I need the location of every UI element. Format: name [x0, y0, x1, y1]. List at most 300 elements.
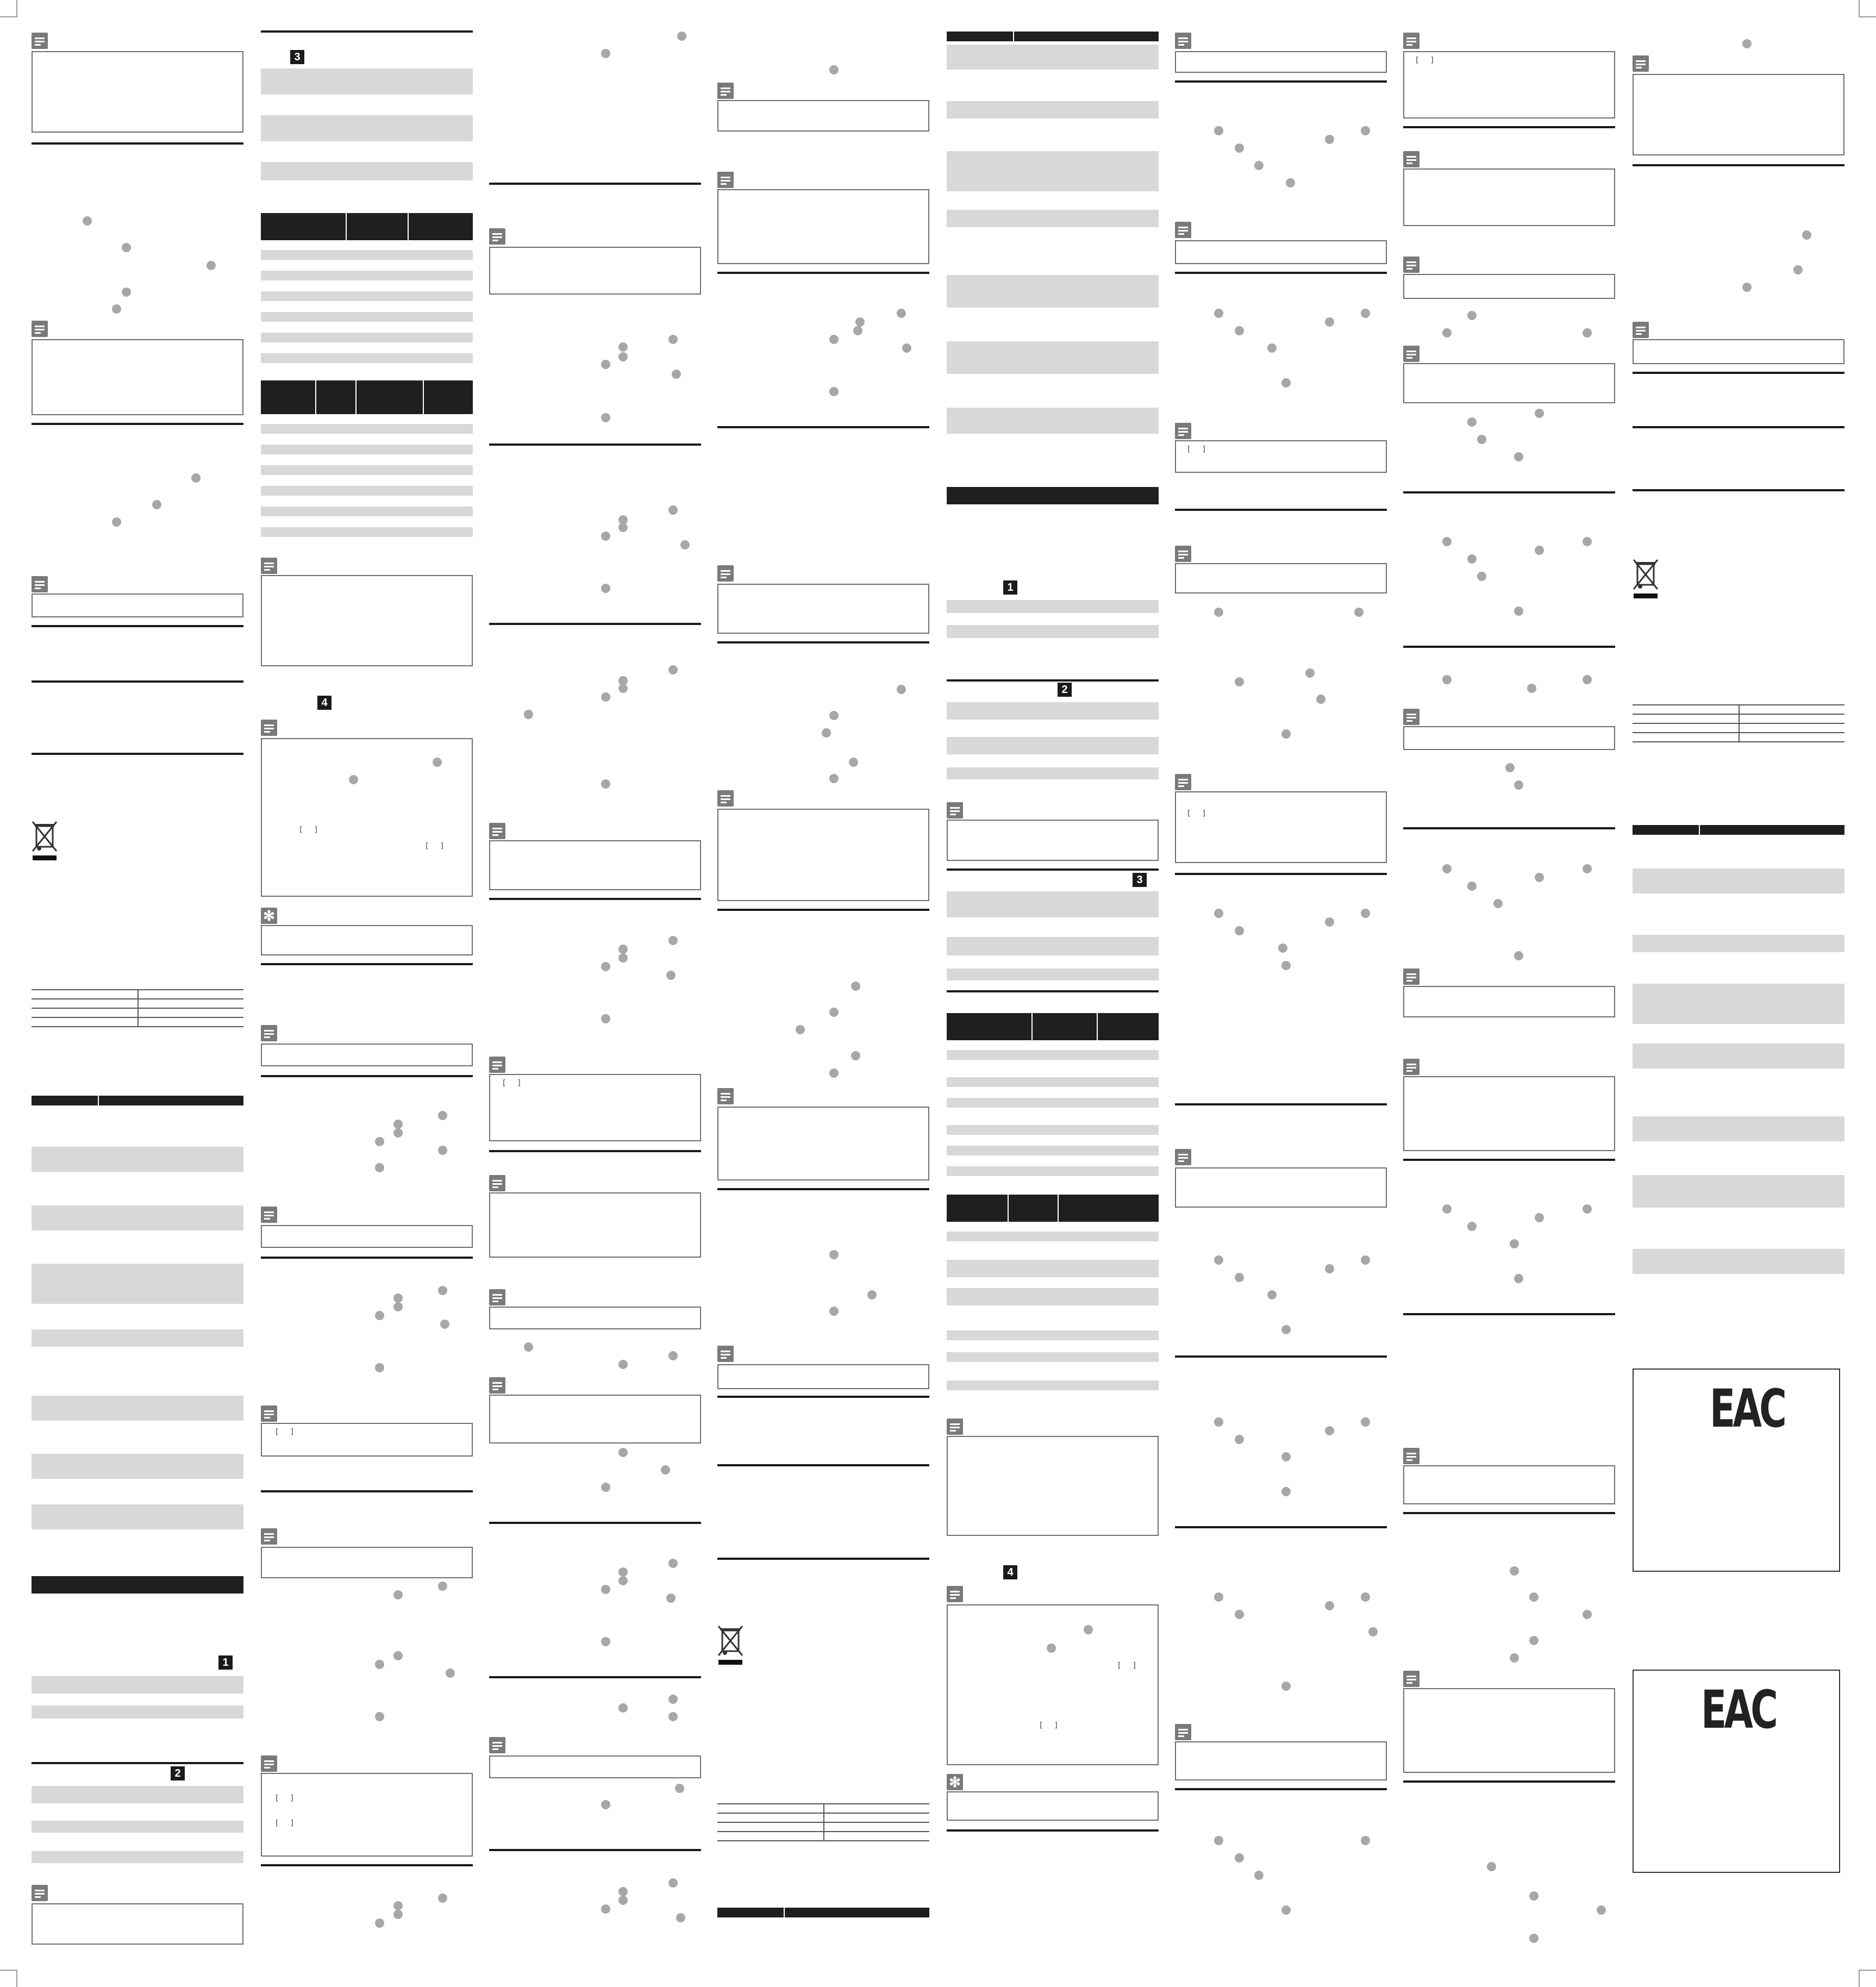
- note-box: [1633, 74, 1844, 155]
- bullet: [438, 1286, 447, 1295]
- bullet: [122, 243, 131, 252]
- bullet: [1442, 537, 1452, 546]
- note-icon: [947, 1586, 963, 1602]
- column-2: [261, 0, 473, 1987]
- bullet: [1361, 1255, 1370, 1265]
- bullet: [601, 1637, 610, 1646]
- bullet: [1467, 554, 1477, 564]
- bullet: [680, 540, 690, 549]
- bullet: [1084, 1625, 1093, 1634]
- table-shaded-row: [947, 1232, 1159, 1241]
- shaded-row: [32, 1821, 243, 1833]
- crop-mark-top-right: [1859, 0, 1876, 17]
- column-8: [1633, 0, 1844, 1987]
- button-symbol: [501, 1078, 523, 1088]
- note-icon: [1403, 968, 1419, 985]
- note-icon: [1403, 257, 1419, 273]
- bullet: [1514, 607, 1523, 616]
- note-box: [261, 1773, 473, 1857]
- note-box: [1403, 363, 1615, 403]
- section-rule: [947, 990, 1159, 992]
- section-rule: [1175, 80, 1387, 83]
- table-shaded-row: [1633, 1249, 1844, 1274]
- bullet: [1529, 1592, 1539, 1602]
- spec-table: [717, 1803, 929, 1841]
- bullet: [1214, 309, 1223, 318]
- note-box: [32, 1903, 243, 1945]
- bullet: [152, 500, 161, 509]
- table-shaded-row: [32, 1147, 243, 1172]
- note-box: [1403, 1688, 1615, 1773]
- eac-certificate-box: [1633, 1670, 1840, 1873]
- note-icon: [947, 1419, 963, 1435]
- note-box: [489, 1192, 701, 1258]
- bullet: [677, 32, 686, 41]
- button-symbol: [298, 825, 320, 835]
- table-shaded-row: [947, 1166, 1159, 1176]
- note-box: [1175, 563, 1387, 593]
- note-box: [947, 1604, 1159, 1765]
- shaded-row: [947, 891, 1159, 917]
- bullet: [1281, 1325, 1291, 1334]
- table-shaded-row: [261, 486, 473, 496]
- table-shaded-row: [261, 507, 473, 516]
- section-rule: [947, 679, 1159, 682]
- bullet: [1281, 729, 1291, 739]
- section-rule: [947, 868, 1159, 871]
- weee-crossed-bin-icon: [717, 1625, 743, 1665]
- button-symbol: [1038, 1721, 1060, 1730]
- shaded-row: [947, 968, 1159, 980]
- bullet: [1493, 899, 1503, 908]
- note-icon: [489, 823, 505, 839]
- note-box: [1175, 1167, 1387, 1208]
- column-1: [32, 0, 243, 1987]
- note-icon: [489, 1377, 505, 1394]
- bullet: [1467, 1222, 1477, 1231]
- table-shaded-row: [261, 445, 473, 454]
- note-icon: [261, 558, 277, 574]
- bullet: [1281, 1682, 1291, 1691]
- table-shaded-row: [947, 45, 1159, 70]
- section-rule: [1175, 873, 1387, 875]
- bullet: [1583, 1610, 1592, 1619]
- bullet: [849, 758, 858, 767]
- bullet: [601, 1904, 610, 1914]
- note-icon: [489, 228, 505, 245]
- table-shaded-row: [947, 1380, 1159, 1390]
- step-number: 1: [1003, 580, 1017, 595]
- bullet: [112, 517, 121, 527]
- bullet: [1529, 1934, 1539, 1943]
- bullet: [601, 1585, 610, 1594]
- table-shaded-row: [261, 291, 473, 301]
- note-box: [717, 100, 929, 132]
- shaded-row: [947, 702, 1159, 720]
- shaded-row: [947, 767, 1159, 779]
- eac-mark: EAC: [1701, 1679, 1775, 1740]
- note-box: [261, 1225, 473, 1248]
- bullet: [1235, 1273, 1244, 1282]
- table-shaded-row: [947, 1077, 1159, 1087]
- bullet: [1305, 668, 1315, 678]
- bullet: [1361, 1592, 1370, 1602]
- section-rule: [261, 30, 473, 33]
- column-5: [947, 0, 1159, 1987]
- bullet: [1361, 309, 1370, 318]
- note-icon: [1175, 222, 1191, 238]
- bullet: [1361, 909, 1370, 918]
- section-rule: [1175, 1103, 1387, 1105]
- bullet: [393, 1651, 403, 1660]
- bullet: [601, 49, 610, 58]
- note-box: [489, 1395, 701, 1444]
- bullet: [855, 317, 865, 327]
- table-shaded-row: [1633, 935, 1844, 952]
- note-box: [1633, 339, 1844, 364]
- bullet: [1442, 675, 1452, 684]
- note-icon: [1175, 33, 1191, 49]
- shaded-row: [32, 1851, 243, 1863]
- note-icon: [489, 1057, 505, 1073]
- tip-box: [947, 1791, 1159, 1821]
- section-header-bar: [32, 1576, 243, 1594]
- section-rule: [1403, 491, 1615, 493]
- table-shaded-row: [947, 151, 1159, 191]
- table-header-bar: [717, 1908, 929, 1917]
- bullet: [1514, 780, 1523, 790]
- bullet: [1368, 1627, 1378, 1636]
- section-rule: [717, 1464, 929, 1466]
- note-icon: [1403, 1059, 1419, 1075]
- bullet: [1793, 265, 1803, 274]
- section-rule: [1633, 164, 1844, 166]
- bullet: [1214, 1592, 1223, 1602]
- bullet: [601, 962, 610, 971]
- bullet: [438, 1894, 447, 1903]
- bullet: [375, 1919, 384, 1928]
- bullet: [668, 1351, 678, 1360]
- bullet: [1514, 452, 1523, 461]
- note-icon: [717, 172, 734, 188]
- note-box: [1403, 986, 1615, 1017]
- bullet: [393, 1294, 403, 1303]
- column-4: [717, 0, 929, 1987]
- step-number: 3: [1133, 873, 1147, 887]
- bullet: [1597, 1905, 1606, 1915]
- bullet: [666, 971, 676, 980]
- section-rule: [261, 963, 473, 965]
- bullet: [1742, 283, 1752, 292]
- bullet: [1278, 943, 1287, 953]
- bullet: [829, 774, 839, 783]
- section-rule: [717, 1188, 929, 1190]
- section-rule: [717, 1396, 929, 1398]
- bullet: [1325, 135, 1334, 144]
- bullet: [1325, 1264, 1334, 1273]
- bullet: [112, 304, 121, 314]
- bullet: [829, 1250, 839, 1259]
- table-shaded-row: [1633, 868, 1844, 893]
- note-icon: [32, 33, 48, 49]
- bullet: [618, 1360, 628, 1369]
- bullet: [1286, 178, 1295, 188]
- bullet: [1510, 1239, 1519, 1248]
- note-icon: [717, 790, 734, 807]
- note-icon: [489, 1737, 505, 1753]
- section-rule: [1633, 489, 1844, 491]
- button-symbol: [1116, 1661, 1138, 1671]
- column-6: [1175, 0, 1387, 1987]
- bullet: [618, 684, 628, 693]
- bullet: [1527, 684, 1536, 693]
- note-box: [261, 1547, 473, 1578]
- note-icon: [1403, 1448, 1419, 1464]
- section-rule: [1175, 1788, 1387, 1790]
- bullet: [433, 758, 442, 767]
- note-box: [1175, 1741, 1387, 1780]
- shaded-row: [261, 115, 473, 141]
- shaded-row: [947, 737, 1159, 754]
- bullet: [1254, 161, 1264, 170]
- column-7: [1403, 0, 1615, 1987]
- table-shaded-row: [947, 1330, 1159, 1340]
- section-rule: [32, 625, 243, 627]
- bullet: [1583, 328, 1592, 338]
- bullet: [1281, 961, 1291, 970]
- table-header-bar: [947, 32, 1159, 41]
- step-number: 3: [290, 50, 304, 64]
- bullet: [1442, 1204, 1452, 1214]
- bullet: [1583, 537, 1592, 546]
- section-rule: [1403, 1512, 1615, 1514]
- note-icon: [489, 1289, 505, 1305]
- bullet: [675, 1784, 684, 1793]
- bullet: [618, 352, 628, 361]
- bullet: [375, 1163, 384, 1172]
- section-rule: [717, 426, 929, 428]
- shaded-row: [261, 162, 473, 180]
- bullet: [668, 936, 678, 945]
- shaded-row: [947, 937, 1159, 955]
- section-rule: [32, 423, 243, 425]
- note-icon: [717, 83, 734, 99]
- note-box: [32, 51, 243, 133]
- bullet: [618, 953, 628, 963]
- note-box: [717, 1107, 929, 1180]
- section-rule: [1175, 509, 1387, 511]
- table-shaded-row: [32, 1205, 243, 1230]
- bullet: [829, 65, 839, 74]
- bullet: [1467, 882, 1477, 891]
- bullet: [375, 1660, 384, 1669]
- note-icon: [1175, 423, 1191, 439]
- step-number: 4: [1003, 1565, 1017, 1579]
- section-rule: [489, 623, 701, 625]
- bullet: [601, 584, 610, 593]
- table-header-bar: [261, 213, 473, 240]
- note-icon: [1633, 322, 1649, 338]
- table-header-bar: [947, 1195, 1159, 1222]
- note-box: [1403, 168, 1615, 226]
- note-box: [489, 1307, 701, 1329]
- bullet: [438, 1111, 447, 1120]
- bullet: [1361, 1836, 1370, 1845]
- bullet: [1361, 1417, 1370, 1427]
- step-number: 4: [317, 696, 332, 710]
- bullet: [618, 342, 628, 352]
- note-icon: [717, 565, 734, 582]
- bullet: [668, 1878, 678, 1888]
- note-icon: [261, 1528, 277, 1545]
- note-icon: [261, 720, 277, 736]
- eac-certificate-box: [1633, 1369, 1840, 1572]
- bullet: [1802, 230, 1811, 240]
- column-3: [489, 0, 701, 1987]
- step-number: 2: [1058, 683, 1072, 697]
- table-shaded-row: [261, 312, 473, 322]
- bullet: [666, 1594, 676, 1603]
- bullet: [1235, 1853, 1244, 1863]
- table-shaded-row: [261, 465, 473, 475]
- note-icon: [261, 1405, 277, 1422]
- button-symbol: [274, 1427, 296, 1437]
- bullet: [83, 216, 92, 226]
- note-box: [261, 1044, 473, 1066]
- note-icon: [489, 1175, 505, 1191]
- bullet: [796, 1025, 805, 1034]
- note-box: [947, 1436, 1159, 1536]
- bullet: [1214, 1417, 1223, 1427]
- bullet: [1214, 909, 1223, 918]
- bullet: [440, 1320, 449, 1329]
- bullet: [829, 1307, 839, 1316]
- table-shaded-row: [1633, 1044, 1844, 1069]
- bullet: [1325, 317, 1334, 327]
- bullet: [1477, 572, 1486, 581]
- bullet: [1467, 417, 1477, 427]
- bullet: [1442, 864, 1452, 873]
- note-icon: [32, 321, 48, 337]
- bullet: [851, 982, 860, 991]
- bullet: [601, 692, 610, 702]
- note-icon: [32, 576, 48, 592]
- weee-crossed-bin-icon: [1633, 559, 1659, 599]
- table-header-bar: [947, 1013, 1159, 1040]
- bullet: [349, 775, 358, 784]
- bullet: [1214, 126, 1223, 135]
- section-rule: [1403, 827, 1615, 829]
- bullet: [618, 1576, 628, 1585]
- bullet: [1281, 378, 1291, 388]
- table-shaded-row: [947, 1146, 1159, 1155]
- bullet: [1742, 39, 1752, 48]
- table-shaded-row: [947, 408, 1159, 434]
- bullet: [393, 1590, 403, 1599]
- bullet: [393, 1910, 403, 1919]
- step-number: 1: [218, 1655, 233, 1670]
- note-icon: [1403, 1671, 1419, 1687]
- note-box: [1175, 791, 1387, 863]
- bullet: [668, 335, 678, 344]
- eac-mark: EAC: [1710, 1378, 1784, 1439]
- note-box: [1403, 1465, 1615, 1504]
- table-shaded-row: [947, 101, 1159, 118]
- bullet: [1510, 1566, 1519, 1576]
- bullet: [122, 288, 131, 297]
- table-shaded-row: [947, 1098, 1159, 1108]
- bullet: [207, 261, 216, 270]
- note-icon: [947, 802, 963, 818]
- section-rule: [1175, 1355, 1387, 1358]
- section-rule: [1403, 1313, 1615, 1315]
- bullet: [1325, 1601, 1334, 1610]
- table-shaded-row: [261, 333, 473, 342]
- bullet: [601, 779, 610, 789]
- bullet: [375, 1712, 384, 1721]
- bullet: [668, 1559, 678, 1568]
- bullet: [668, 1695, 678, 1704]
- bullet: [902, 343, 911, 353]
- bullet: [853, 326, 862, 335]
- bullet: [393, 1302, 403, 1311]
- table-shaded-row: [1633, 1116, 1844, 1141]
- bullet: [618, 1896, 628, 1905]
- note-box: [1403, 1076, 1615, 1151]
- bullet: [601, 1014, 610, 1023]
- bullet: [618, 1567, 628, 1577]
- note-box: [32, 339, 243, 415]
- section-rule: [32, 680, 243, 683]
- section-rule: [1403, 1780, 1615, 1783]
- section-rule: [489, 898, 701, 900]
- button-symbol: [1186, 809, 1208, 818]
- bullet: [438, 1146, 447, 1155]
- section-rule: [32, 1762, 243, 1764]
- note-icon: [1175, 546, 1191, 562]
- bullet: [1281, 1452, 1291, 1461]
- bullet: [1214, 1836, 1223, 1845]
- table-header-bar: [261, 380, 473, 414]
- button-symbol: [1414, 55, 1436, 65]
- note-icon: [1403, 346, 1419, 362]
- bullet: [1361, 126, 1370, 135]
- note-icon: [261, 1755, 277, 1772]
- bullet: [375, 1311, 384, 1320]
- section-rule: [489, 183, 701, 185]
- bullet: [601, 413, 610, 422]
- section-rule: [717, 909, 929, 911]
- bullet: [393, 1128, 403, 1138]
- bullet: [1442, 328, 1452, 338]
- note-icon: [1175, 1149, 1191, 1165]
- tip-box: [261, 925, 473, 955]
- bullet: [676, 1913, 685, 1922]
- section-rule: [1633, 426, 1844, 428]
- bullet: [1535, 546, 1544, 555]
- bullet: [1235, 1610, 1244, 1619]
- crop-mark-top-left: [0, 0, 17, 17]
- bullet: [524, 1342, 533, 1352]
- bullet: [393, 1120, 403, 1129]
- bullet: [601, 532, 610, 541]
- bullet: [1529, 1636, 1539, 1645]
- table-header-bar: [1633, 825, 1844, 835]
- note-box: [1403, 274, 1615, 299]
- section-rule: [489, 1150, 701, 1152]
- step-number: 2: [171, 1766, 185, 1780]
- table-shaded-row: [32, 1264, 243, 1304]
